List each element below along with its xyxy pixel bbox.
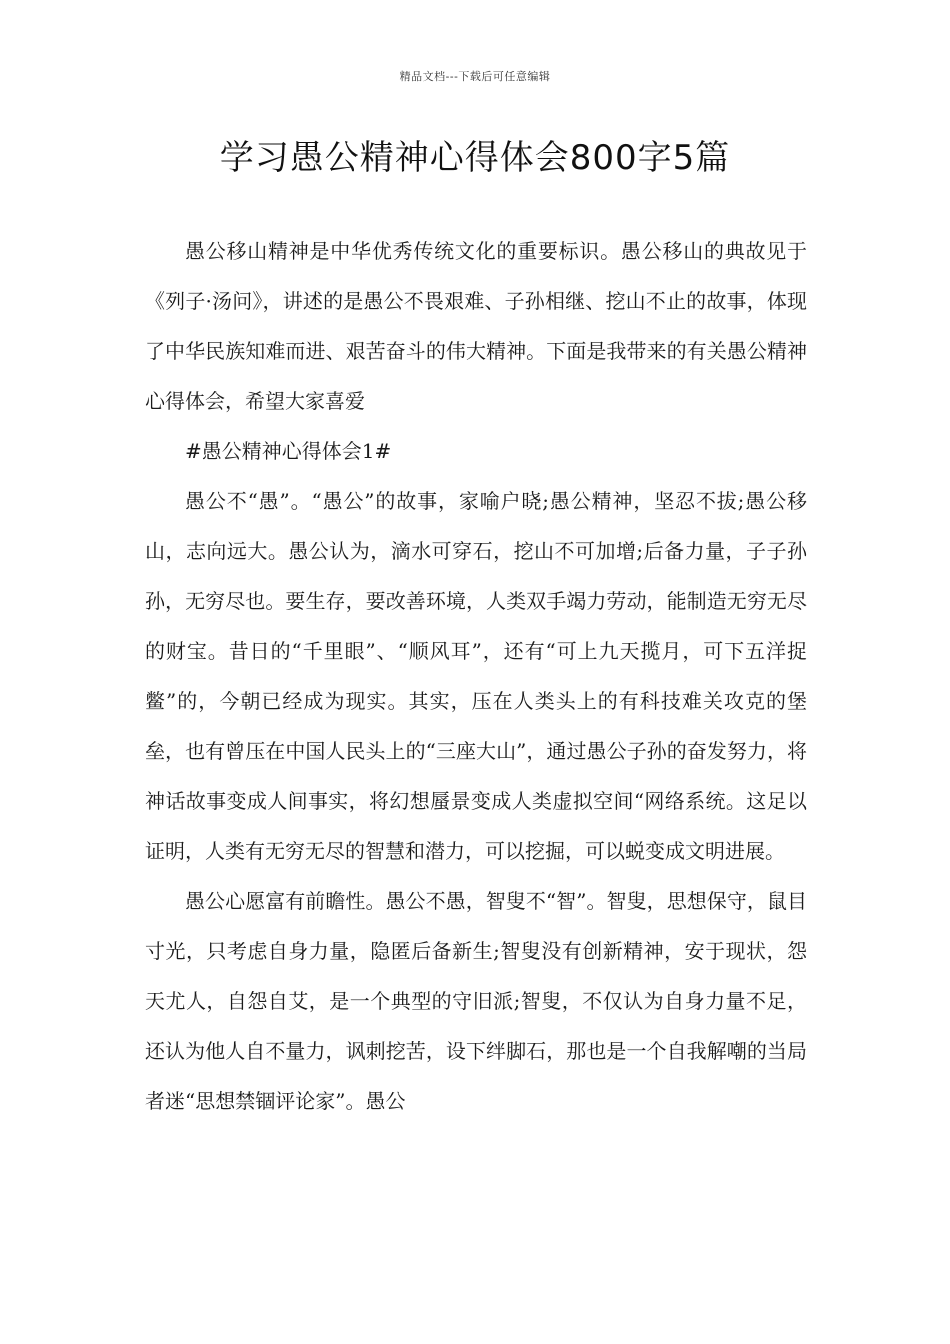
header-note: 精品文档---下载后可任意编辑 bbox=[399, 70, 551, 83]
document-body bbox=[145, 226, 807, 1126]
document-title: 学习愚公精神心得体会800字5篇 bbox=[219, 138, 731, 178]
paragraph-2: 愚公心愿富有前瞻性。愚公不愚，智叟不“智”。智叟，思想保守，鼠目寸光，只考虑自身力量，隐匿后备新生;智叟没有创新精神，安于现状，怨天尤人，自怨自艾，是一个典型的守旧派;智叟，不仅认为自身力量不足，还认为他人自不量力，讽刺挖苦，设下绊脚石，那也是一个自我解嘲的当局者迷“思想禁锢评论家”。愚公 bbox=[145, 889, 807, 1113]
paragraph-intro: 愚公移山精神是中华优秀传统文化的重要标识。愚公移山的典故见于《列子·汤问》，讲述的是愚公不畏艰难、子孙相继、挖山不止的故事，体现了中华民族知难而进、艰苦奋斗的伟大精神。下面是我带来的有关愚公精神心得体会，希望大家喜爱 bbox=[145, 239, 807, 413]
section-heading-1: #愚公精神心得体会1# bbox=[185, 439, 392, 463]
paragraph-1: 愚公不“愚”。“愚公”的故事，家喻户晓;愚公精神，坚忍不拔;愚公移山，志向远大。愚公认为，滴水可穿石，挖山不可加增;后备力量，子子孙孙，无穷尽也。要生存，要改善环境，人类双手竭力劳动，能制造无穷无尽的财宝。昔日的“千里眼”、“顺风耳”，还有“可上九天揽月，可下五洋捉鳖”的，今朝已经成为现实。其实，压在人类头上的有科技难关攻克的堡垒，也有曾压在中国人民头上的“三座大山”，通过愚公子孙的奋发努力，将神话故事变成人间事实，将幻想蜃景变成人类虚拟空间“网络系统。这足以证明，人类有无穷无尽的智慧和潜力，可以挖掘，可以蜕变成文明进展。 bbox=[145, 489, 807, 863]
